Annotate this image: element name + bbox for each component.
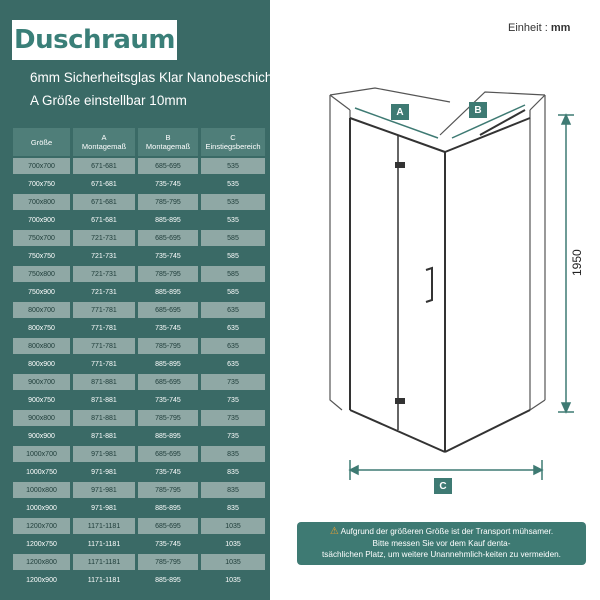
table-cell: 900x750: [13, 392, 70, 408]
table-cell: 871-881: [73, 392, 135, 408]
transport-notice: ⚠ Aufgrund der größeren Größe ist der Transport mühsamer. Bitte messen Sie vor dem Kauf denta- tsächlichen Platz, um weitere Unannehmlich-keiten zu vermeiden.: [297, 522, 586, 565]
table-cell: 900x900: [13, 428, 70, 444]
shower-diagram: [320, 80, 600, 500]
table-cell: 671-681: [73, 194, 135, 210]
table-cell: 1200x700: [13, 518, 70, 534]
table-row: [13, 176, 265, 192]
table-cell: 750x750: [13, 248, 70, 264]
table-header-row: [13, 128, 265, 156]
table-cell: 700x800: [13, 194, 70, 210]
table-cell: 735-745: [138, 464, 198, 480]
table-cell: 785-795: [138, 194, 198, 210]
table-cell: 900x800: [13, 410, 70, 426]
height-label: 1950: [570, 249, 584, 276]
table-cell: 885-895: [138, 284, 198, 300]
table-row: [13, 284, 265, 300]
table-cell: 885-895: [138, 428, 198, 444]
table-cell: 635: [201, 356, 265, 372]
table-cell: 700x750: [13, 176, 70, 192]
table-cell: 750x900: [13, 284, 70, 300]
glass-spec-text: 6mm Sicherheitsglas Klar Nanobeschichtung: [30, 70, 299, 85]
table-cell: 535: [201, 212, 265, 228]
table-cell: 735-745: [138, 248, 198, 264]
table-row: [13, 158, 265, 174]
title-box: [12, 20, 177, 60]
table-cell: 800x900: [13, 356, 70, 372]
table-row: [13, 356, 265, 372]
table-cell: 750x700: [13, 230, 70, 246]
table-cell: 671-681: [73, 158, 135, 174]
col-header-a: A Montagemaß: [73, 128, 135, 156]
table-cell: 785-795: [138, 266, 198, 282]
page-title: Duschraum: [14, 25, 175, 55]
dimension-a-label: A: [391, 104, 409, 120]
table-row: [13, 464, 265, 480]
table-cell: 685-695: [138, 518, 198, 534]
hinges: [395, 162, 405, 404]
table-cell: 735: [201, 428, 265, 444]
table-cell: 771-781: [73, 356, 135, 372]
table-row: [13, 500, 265, 516]
table-cell: 1171-1181: [73, 554, 135, 570]
table-cell: 885-895: [138, 212, 198, 228]
table-row: [13, 410, 265, 426]
table-cell: 835: [201, 464, 265, 480]
table-row: [13, 536, 265, 552]
room-walls: [330, 88, 545, 410]
table-cell: 735: [201, 374, 265, 390]
table-cell: 1000x700: [13, 446, 70, 462]
table-row: [13, 374, 265, 390]
door-handle: [426, 268, 432, 302]
table-row: [13, 572, 265, 588]
col-header-size: Größe: [13, 128, 70, 156]
table-cell: 971-981: [73, 500, 135, 516]
table-cell: 771-781: [73, 320, 135, 336]
table-cell: 585: [201, 248, 265, 264]
table-row: [13, 554, 265, 570]
table-cell: 635: [201, 302, 265, 318]
table-cell: 871-881: [73, 374, 135, 390]
table-cell: 1171-1181: [73, 536, 135, 552]
table-cell: 1171-1181: [73, 572, 135, 588]
table-cell: 685-695: [138, 374, 198, 390]
dimension-c-label: C: [434, 478, 452, 494]
table-cell: 535: [201, 176, 265, 192]
table-cell: 585: [201, 266, 265, 282]
table-cell: 1200x900: [13, 572, 70, 588]
table-cell: 721-731: [73, 284, 135, 300]
table-cell: 771-781: [73, 302, 135, 318]
table-row: [13, 248, 265, 264]
table-cell: 721-731: [73, 248, 135, 264]
table-cell: 635: [201, 320, 265, 336]
col-header-c: C Einstiegsbereich: [201, 128, 265, 156]
table-cell: 1000x800: [13, 482, 70, 498]
table-row: [13, 482, 265, 498]
table-cell: 685-695: [138, 302, 198, 318]
table-cell: 735-745: [138, 176, 198, 192]
table-row: [13, 194, 265, 210]
table-cell: 585: [201, 284, 265, 300]
table-cell: 885-895: [138, 356, 198, 372]
table-cell: 800x750: [13, 320, 70, 336]
table-row: [13, 320, 265, 336]
table-cell: 671-681: [73, 212, 135, 228]
table-cell: 735-745: [138, 320, 198, 336]
table-cell: 971-981: [73, 446, 135, 462]
table-cell: 1035: [201, 536, 265, 552]
size-table: [10, 126, 268, 590]
table-cell: 871-881: [73, 410, 135, 426]
table-cell: 785-795: [138, 338, 198, 354]
table-cell: 721-731: [73, 266, 135, 282]
table-cell: 671-681: [73, 176, 135, 192]
table-cell: 971-981: [73, 464, 135, 480]
warning-icon: ⚠: [329, 526, 339, 537]
table-row: [13, 266, 265, 282]
table-cell: 785-795: [138, 554, 198, 570]
dimension-b-label: B: [469, 102, 487, 118]
table-cell: 1000x750: [13, 464, 70, 480]
table-row: [13, 338, 265, 354]
table-body: [13, 158, 265, 588]
unit-indicator: Einheit : mm: [508, 22, 571, 34]
table-row: [13, 212, 265, 228]
table-cell: 735: [201, 410, 265, 426]
table-cell: 535: [201, 194, 265, 210]
table-cell: 585: [201, 230, 265, 246]
table-cell: 1200x750: [13, 536, 70, 552]
table-cell: 721-731: [73, 230, 135, 246]
table-cell: 1200x800: [13, 554, 70, 570]
table-row: [13, 428, 265, 444]
table-cell: 835: [201, 500, 265, 516]
table-cell: 835: [201, 446, 265, 462]
table-cell: 971-981: [73, 482, 135, 498]
col-header-b: B Montagemaß: [138, 128, 198, 156]
table-cell: 700x900: [13, 212, 70, 228]
table-cell: 685-695: [138, 158, 198, 174]
table-cell: 685-695: [138, 446, 198, 462]
table-cell: 1035: [201, 518, 265, 534]
table-cell: 735-745: [138, 392, 198, 408]
table-cell: 735-745: [138, 536, 198, 552]
table-row: [13, 230, 265, 246]
table-cell: 700x700: [13, 158, 70, 174]
table-row: [13, 392, 265, 408]
table-cell: 785-795: [138, 482, 198, 498]
table-cell: 685-695: [138, 230, 198, 246]
dimension-arrows: [350, 105, 574, 480]
table-row: [13, 446, 265, 462]
table-cell: 750x800: [13, 266, 70, 282]
table-cell: 885-895: [138, 500, 198, 516]
spec-panel: [0, 0, 299, 600]
table-cell: 1000x900: [13, 500, 70, 516]
table-cell: 735: [201, 392, 265, 408]
table-cell: 1171-1181: [73, 518, 135, 534]
table-cell: 835: [201, 482, 265, 498]
table-cell: 635: [201, 338, 265, 354]
table-cell: 1035: [201, 572, 265, 588]
table-cell: 771-781: [73, 338, 135, 354]
adjust-spec-text: A Größe einstellbar 10mm: [30, 93, 187, 108]
table-cell: 800x800: [13, 338, 70, 354]
table-row: [13, 302, 265, 318]
table-cell: 1035: [201, 554, 265, 570]
shower-frame: [350, 118, 530, 452]
table-cell: 535: [201, 158, 265, 174]
table-cell: 785-795: [138, 410, 198, 426]
table-cell: 885-895: [138, 572, 198, 588]
table-cell: 871-881: [73, 428, 135, 444]
table-cell: 800x700: [13, 302, 70, 318]
table-row: [13, 518, 265, 534]
table-cell: 900x700: [13, 374, 70, 390]
